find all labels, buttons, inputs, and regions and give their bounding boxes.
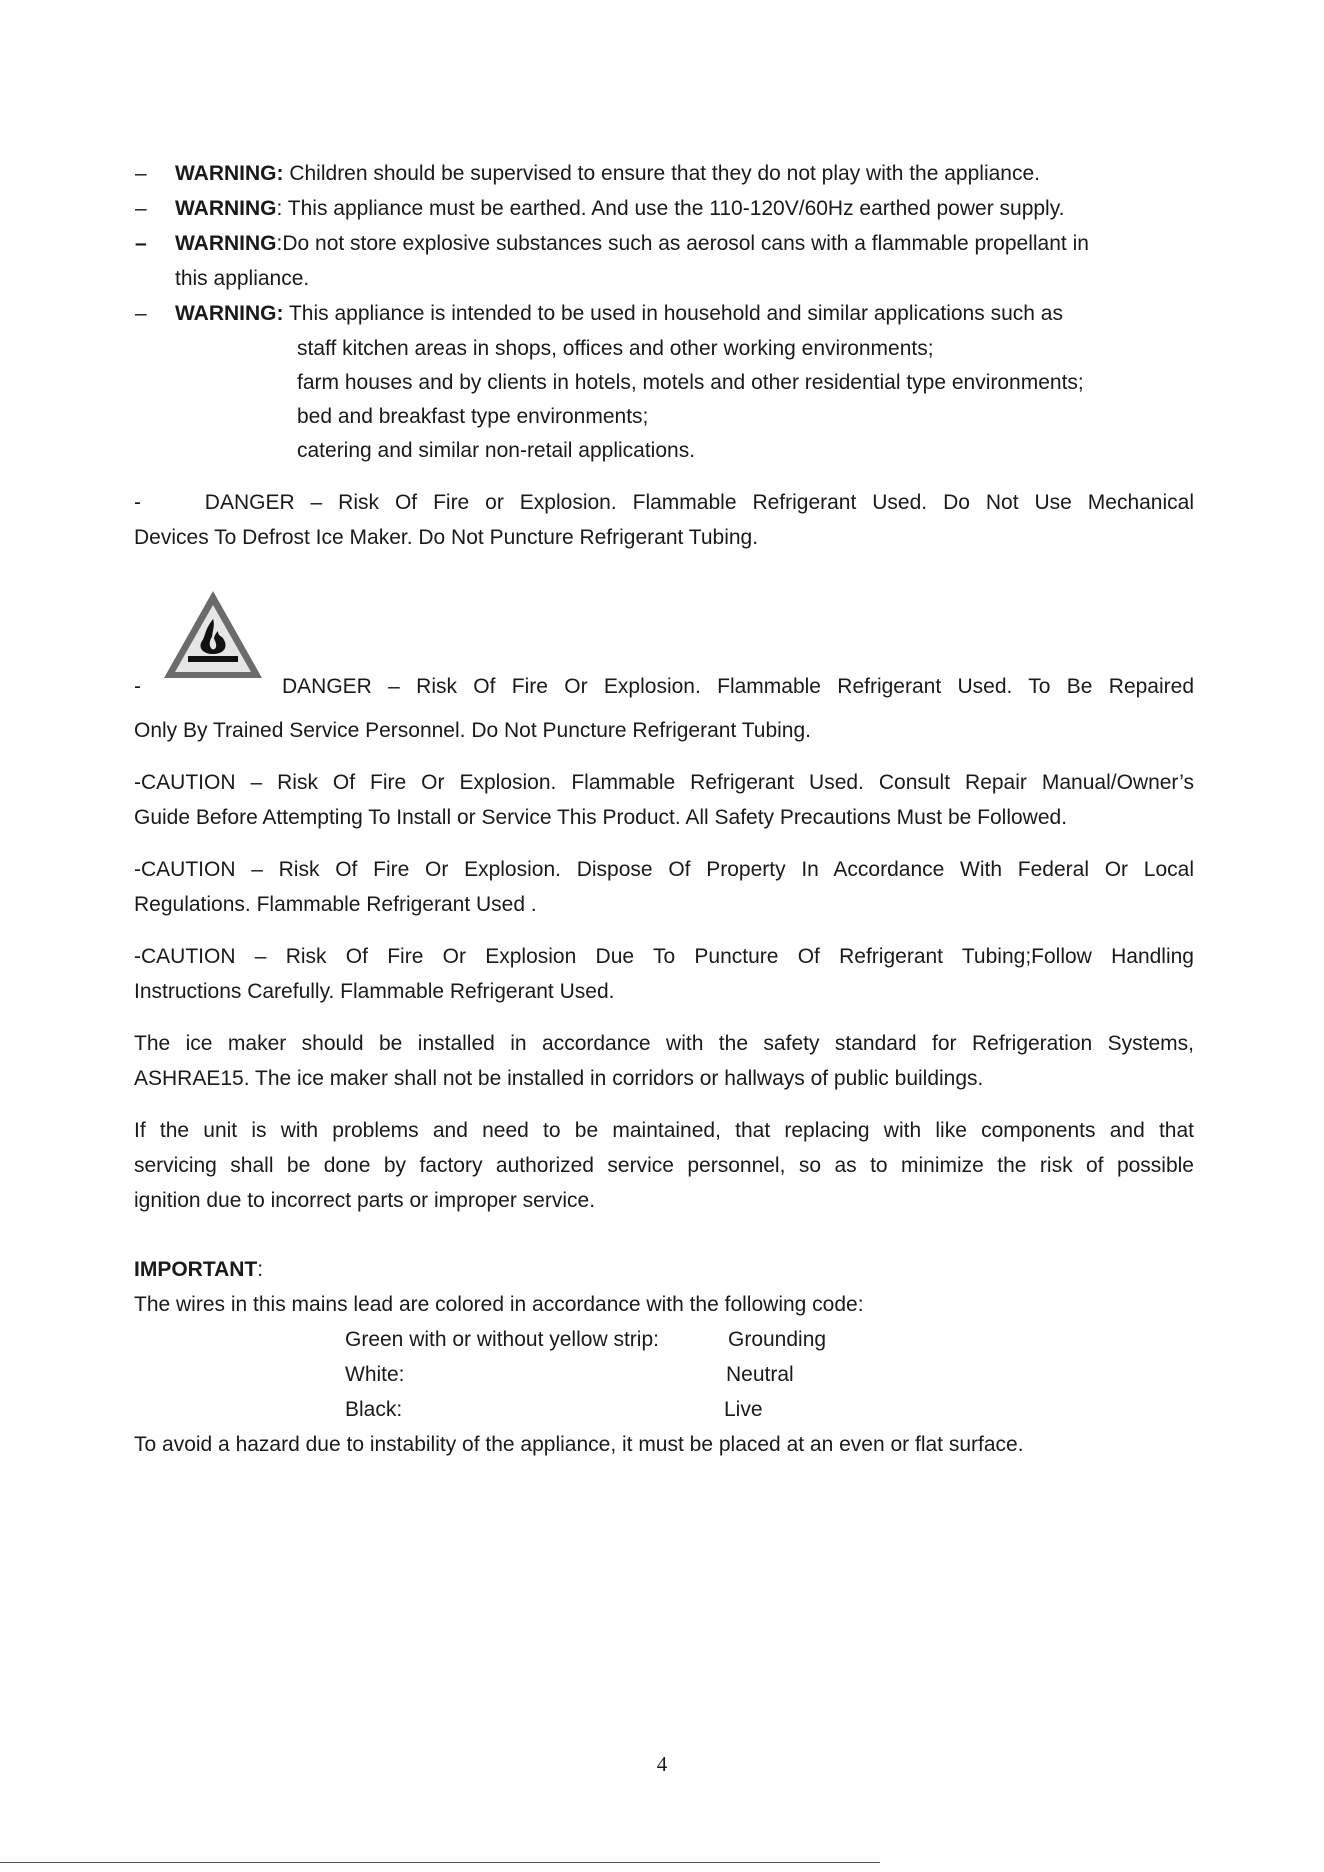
wire-name: White: — [345, 1363, 405, 1386]
service-line1: If the unit is with problems and need to be maintained, that replacing with like components and that — [134, 1119, 1194, 1142]
important-label: IMPORTANT — [134, 1258, 258, 1281]
application-item: farm houses and by clients in hotels, motels and other residential type environments; — [297, 371, 1084, 394]
warning-label: WARNING: — [175, 162, 284, 185]
wire-function: Live — [724, 1398, 763, 1421]
bullet-dash: – — [135, 232, 147, 255]
wire-function: Grounding — [728, 1328, 827, 1351]
warning-label: WARNING — [175, 232, 277, 255]
warning-label: WARNING: — [175, 302, 284, 325]
warning-text: : This appliance must be earthed. And use the 110-120V/60Hz earthed power supply. — [276, 197, 1065, 220]
install-line2: ASHRAE15. The ice maker shall not be installed in corridors or hallways of public buildings. — [134, 1067, 984, 1090]
bullet-dash: – — [135, 197, 147, 220]
wire-name: Black: — [345, 1398, 403, 1421]
danger-repair-line2: Only By Trained Service Personnel. Do Not Puncture Refrigerant Tubing. — [134, 719, 812, 742]
manual-page: – WARNING: Children should be supervised to ensure that they do not play with the appliance. – WARNING: This appliance must be earthed. And use the 110-120V/60Hz earthed power supply. – WARNING:Do not store explosive substances such as aerosol cans with a flammable propellant in this appliance. – WARNING: This appliance is intended to be used in household and similar applications such as staff kitchen areas in shops, offices and other working environments; farm houses and by clients in hotels, motels and other residential type environments; bed and breakfast type environments; catering and similar non-retail applications. - DANGER – Risk Of Fire or Explosion. Flammable Refrigerant Used. Do Not Use Mechanical Devices To Defrost Ice Maker. Do Not Puncture Refrigerant Tubing. - DANGER – Risk Of Fire Or Explosion. Flammable Refrigerant Used. To Be Repaired Only By Trained Service Personnel. Do Not Puncture Refrigerant Tubing. -CAUTION – Risk Of Fire Or Explosion. Flammable Refrigerant Used. Consult Repair Manual/Owner’s Guide Before Attempting To Install or Service This Product. All Safety Precautions Must be Followed. -CAUTION – Risk Of Fire Or Explosion. Dispose Of Property In Accordance With Federal Or Local Regulations. Flammable Refrigerant Used . -CAUTION – Risk Of Fire Or Explosion Due To Puncture Of Refrigerant Tubing;Follow Handling Instructions Carefully. Flammable Refrigerant Used. The ice maker should be installed in accordance with the safety standard for Refrigeration Systems, ASHRAE15. The ice maker shall not be installed in corridors or hallways of public buildings. If the unit is with problems and need to be maintained, that replacing with like components and that servicing shall be done by factory authorized service personnel, so as to minimize the risk of possible ignition due to incorrect parts or improper service. IMPORTANT: The wires in this mains lead are colored in accordance with the following code: Green with or without yellow strip: Grounding White: Neutral Black: Live To avoid a hazard due to instability of the appliance, it must be placed at an even or flat surface. 4 — [0, 0, 1324, 1872]
service-line3: ignition due to incorrect parts or improper service. — [134, 1189, 596, 1212]
danger-mechanical-line1: - DANGER – Risk Of Fire or Explosion. Flammable Refrigerant Used. Do Not Use Mechanical — [134, 491, 1194, 514]
flammable-hazard-icon — [158, 585, 268, 685]
application-item: catering and similar non-retail applications. — [297, 439, 696, 462]
important-heading — [134, 1253, 1194, 1288]
wires-intro: The wires in this mains lead are colored in accordance with the following code: — [134, 1293, 864, 1316]
warning-text: This appliance is intended to be used in household and similar applications such as — [283, 302, 1063, 325]
wire-function: Neutral — [726, 1363, 794, 1386]
caution-puncture-line1: -CAUTION – Risk Of Fire Or Explosion Due To Puncture Of Refrigerant Tubing;Follow Handling — [134, 945, 1194, 968]
stability-note: To avoid a hazard due to instability of the appliance, it must be placed at an even or flat surface. — [134, 1433, 1024, 1456]
warning-text: :Do not store explosive substances such as aerosol cans with a flammable propellant in — [276, 232, 1089, 255]
bottom-rule — [0, 1862, 880, 1863]
caution-manual-line1: -CAUTION – Risk Of Fire Or Explosion. Flammable Refrigerant Used. Consult Repair Manual/Owner’s — [134, 771, 1194, 794]
bullet-dash: – — [135, 302, 147, 325]
install-line1: The ice maker should be installed in accordance with the safety standard for Refrigeration Systems, — [134, 1032, 1194, 1055]
caution-dispose-line1: -CAUTION – Risk Of Fire Or Explosion. Dispose Of Property In Accordance With Federal Or Local — [134, 858, 1194, 881]
caution-manual-line2: Guide Before Attempting To Install or Service This Product. All Safety Precautions Must be Followed. — [134, 806, 1068, 829]
bullet-dash: - — [134, 675, 141, 698]
application-item: bed and breakfast type environments; — [297, 405, 649, 428]
warning-text: Children should be supervised to ensure that they do not play with the appliance. — [283, 162, 1040, 185]
application-item: staff kitchen areas in shops, offices and other working environments; — [297, 337, 934, 360]
bullet-dash: – — [135, 162, 147, 185]
warning-label: WARNING — [175, 197, 277, 220]
wire-name: Green with or without yellow strip: — [345, 1328, 659, 1351]
danger-mechanical-line2: Devices To Defrost Ice Maker. Do Not Puncture Refrigerant Tubing. — [134, 526, 759, 549]
page-number: 4 — [656, 1752, 668, 1776]
important-colon: : — [257, 1258, 264, 1281]
danger-repair-line1: DANGER – Risk Of Fire Or Explosion. Flammable Refrigerant Used. To Be Repaired — [282, 675, 1194, 698]
caution-puncture-line2: Instructions Carefully. Flammable Refrigerant Used. — [134, 980, 615, 1003]
service-line2: servicing shall be done by factory authorized service personnel, so as to minimize the risk of possible — [134, 1154, 1194, 1177]
caution-dispose-line2: Regulations. Flammable Refrigerant Used . — [134, 893, 537, 916]
